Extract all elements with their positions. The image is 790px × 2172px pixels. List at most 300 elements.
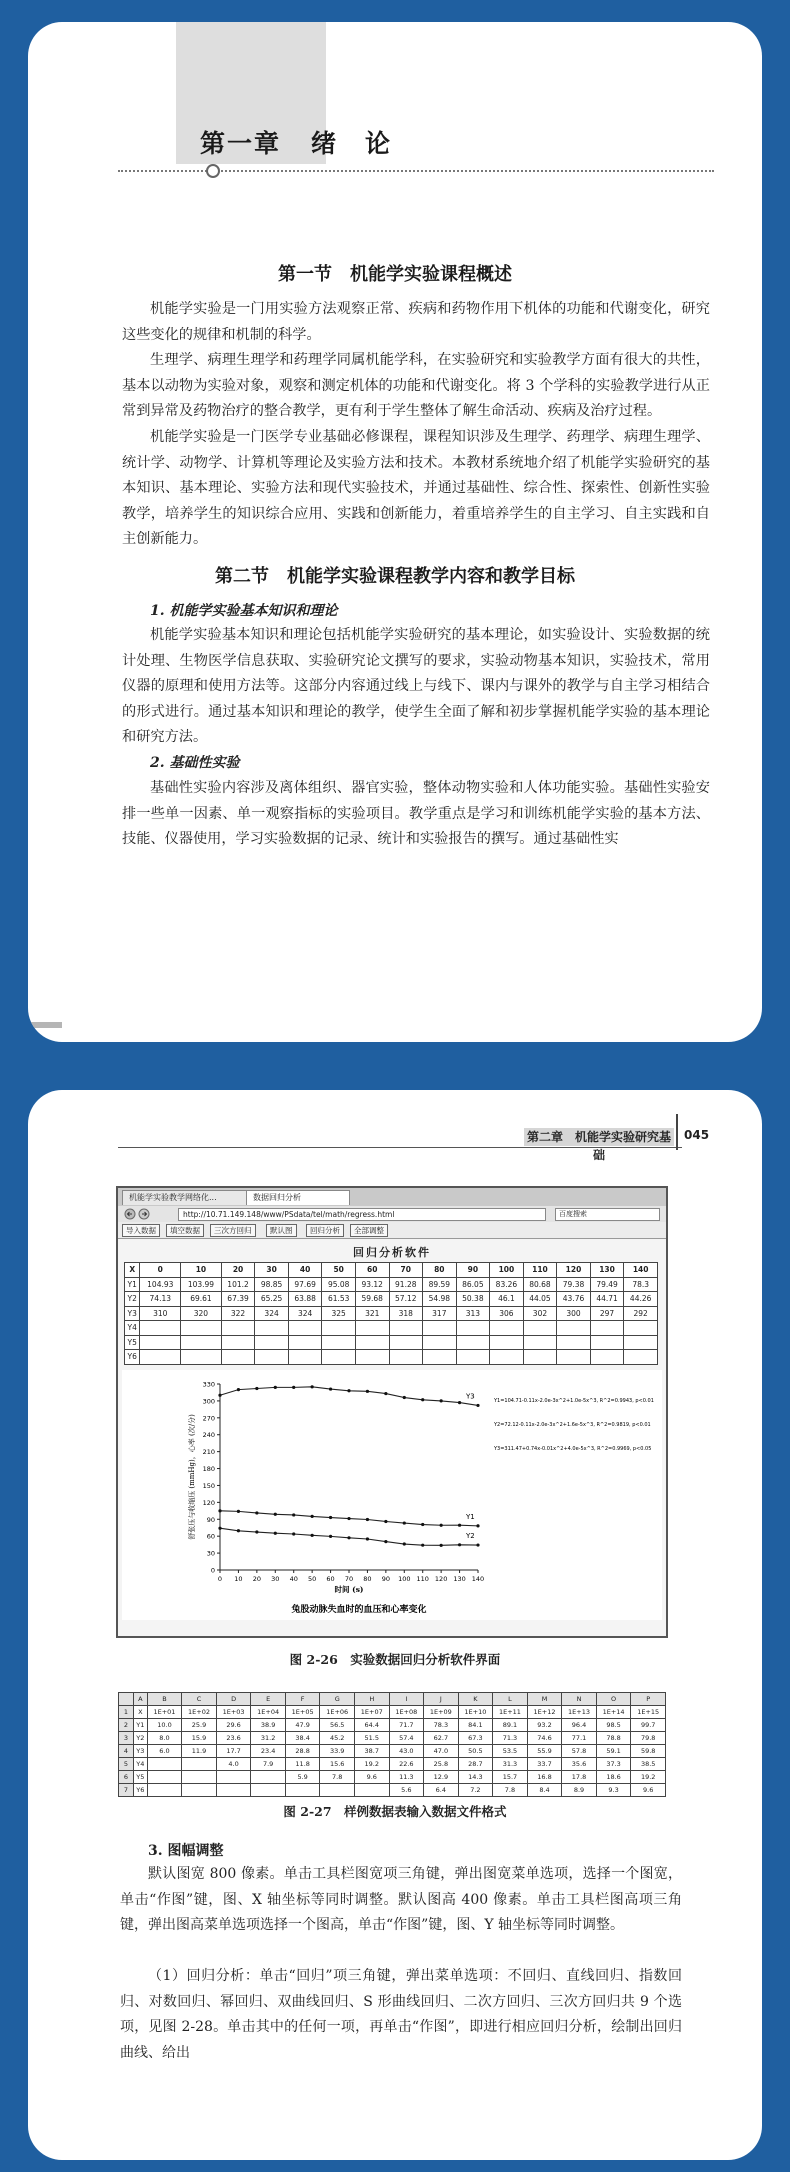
table-header-cell: 110 — [523, 1263, 557, 1278]
data-cell[interactable]: 297 — [590, 1306, 624, 1321]
data-cell[interactable]: 310 — [140, 1306, 181, 1321]
column-header-cell[interactable]: N — [562, 1693, 597, 1706]
paragraph-regression: （1）回归分析：单击“回归”项三角键，弹出菜单选项：不回归、直线回归、指数回归、对数回归、幂回归、双曲线回归、S 形曲线回归、二次方回归、三次方回归共 9 个选项，见图 2-28。单击其中的任何一项，再单击“作图”，即进行相应回归分析，绘制出回归曲线、给出 — [120, 1968, 682, 2061]
data-cell[interactable]: 79.38 — [557, 1277, 591, 1292]
data-cell[interactable] — [590, 1350, 624, 1365]
data-cell[interactable] — [221, 1350, 255, 1365]
data-cell[interactable] — [423, 1321, 457, 1336]
spreadsheet-cell[interactable]: 71.3 — [493, 1732, 528, 1745]
spreadsheet-cell[interactable]: 1E+14 — [596, 1706, 631, 1719]
spreadsheet-cell[interactable]: 1E+13 — [562, 1706, 597, 1719]
spreadsheet-cell[interactable]: 79.8 — [631, 1732, 666, 1745]
data-cell[interactable] — [322, 1350, 356, 1365]
spreadsheet-cell[interactable]: 45.2 — [320, 1732, 355, 1745]
spreadsheet-cell[interactable]: 5.6 — [389, 1784, 424, 1797]
browser-tab-2[interactable]: 数据回归分析 — [246, 1190, 350, 1205]
table-row — [125, 1306, 658, 1321]
spreadsheet-cell[interactable]: 5.9 — [285, 1771, 320, 1784]
spreadsheet-cell[interactable]: 6.4 — [424, 1784, 459, 1797]
spreadsheet-cell[interactable]: 7.8 — [493, 1784, 528, 1797]
spreadsheet-cell[interactable]: 38.9 — [251, 1719, 286, 1732]
spreadsheet-cell[interactable]: 7.9 — [251, 1758, 286, 1771]
spreadsheet-cell[interactable]: 28.8 — [285, 1745, 320, 1758]
data-cell[interactable]: 69.61 — [181, 1292, 222, 1307]
row-number-cell[interactable]: 1 — [119, 1706, 134, 1719]
page-corner-mark — [28, 1022, 62, 1028]
search-input[interactable]: 百度搜索 — [555, 1208, 660, 1221]
spreadsheet-cell[interactable]: 57.8 — [562, 1745, 597, 1758]
spreadsheet-cell[interactable]: 1E+09 — [424, 1706, 459, 1719]
app-title: 回归分析软件 — [353, 1246, 431, 1259]
spreadsheet-cell[interactable] — [182, 1771, 217, 1784]
data-point-y1 — [366, 1518, 369, 1521]
spreadsheet-cell[interactable]: 23.6 — [216, 1732, 251, 1745]
spreadsheet-cell[interactable]: 8.9 — [562, 1784, 597, 1797]
column-header-cell[interactable]: G — [320, 1693, 355, 1706]
spreadsheet-cell[interactable]: 17.7 — [216, 1745, 251, 1758]
browser-tab-bar — [118, 1188, 666, 1207]
data-point-y3 — [347, 1389, 350, 1392]
data-point-y2 — [237, 1529, 240, 1532]
data-cell[interactable]: 306 — [490, 1306, 524, 1321]
data-cell[interactable]: 61.53 — [322, 1292, 356, 1307]
data-cell[interactable] — [221, 1321, 255, 1336]
data-cell[interactable]: 317 — [423, 1306, 457, 1321]
data-cell[interactable]: 44.05 — [523, 1292, 557, 1307]
input-data-table — [124, 1262, 658, 1365]
data-cell[interactable] — [140, 1350, 181, 1365]
data-point-y3 — [440, 1399, 443, 1402]
data-cell[interactable]: 74.13 — [140, 1292, 181, 1307]
data-cell[interactable]: 89.59 — [423, 1277, 457, 1292]
spreadsheet-cell[interactable]: 8.0 — [147, 1732, 182, 1745]
spreadsheet-cell[interactable] — [147, 1758, 182, 1771]
data-cell[interactable]: 44.71 — [590, 1292, 624, 1307]
data-cell[interactable] — [255, 1321, 289, 1336]
spreadsheet-cell[interactable]: 23.4 — [251, 1745, 286, 1758]
table-header-cell: 40 — [288, 1263, 322, 1278]
data-point-y2 — [292, 1532, 295, 1535]
data-cell[interactable]: 300 — [557, 1306, 591, 1321]
spreadsheet-cell[interactable]: 1E+10 — [458, 1706, 493, 1719]
column-header-cell[interactable]: M — [527, 1693, 562, 1706]
spreadsheet-cell[interactable]: 31.2 — [251, 1732, 286, 1745]
data-cell[interactable] — [389, 1321, 423, 1336]
column-header-cell[interactable]: I — [389, 1693, 424, 1706]
data-cell[interactable]: 103.99 — [181, 1277, 222, 1292]
data-cell[interactable] — [181, 1350, 222, 1365]
x-tick-label: 0 — [217, 1575, 223, 1583]
data-cell[interactable] — [423, 1335, 457, 1350]
column-header-cell[interactable]: E — [251, 1693, 286, 1706]
data-cell[interactable]: 44.26 — [624, 1292, 658, 1307]
data-cell[interactable]: 91.28 — [389, 1277, 423, 1292]
data-cell[interactable] — [322, 1321, 356, 1336]
y-tick-label: 60 — [206, 1532, 215, 1541]
spreadsheet-cell[interactable]: 78.8 — [596, 1732, 631, 1745]
spreadsheet-cell[interactable]: Y4 — [134, 1758, 148, 1771]
data-cell[interactable]: 50.38 — [456, 1292, 490, 1307]
regression-chart — [122, 1370, 662, 1620]
data-cell[interactable]: 95.08 — [322, 1277, 356, 1292]
data-cell[interactable] — [288, 1321, 322, 1336]
data-point-y3 — [237, 1388, 240, 1391]
spreadsheet-cell[interactable] — [216, 1771, 251, 1784]
chapter-number: 第一章 — [200, 129, 282, 158]
data-cell[interactable]: 321 — [355, 1306, 389, 1321]
spreadsheet-cell[interactable]: 25.9 — [182, 1719, 217, 1732]
data-cell[interactable]: 59.68 — [355, 1292, 389, 1307]
data-cell[interactable] — [590, 1321, 624, 1336]
row-number-cell[interactable]: 6 — [119, 1771, 134, 1784]
spreadsheet-cell[interactable]: 1E+07 — [354, 1706, 389, 1719]
data-point-y2 — [347, 1536, 350, 1539]
x-tick-label: 60 — [326, 1575, 335, 1583]
spreadsheet-cell[interactable]: 64.4 — [354, 1719, 389, 1732]
row-number-cell[interactable]: 5 — [119, 1758, 134, 1771]
data-cell[interactable] — [181, 1321, 222, 1336]
data-cell[interactable] — [590, 1335, 624, 1350]
spreadsheet-cell[interactable]: 47.0 — [424, 1745, 459, 1758]
table-header-cell: 90 — [456, 1263, 490, 1278]
column-header-cell[interactable]: O — [596, 1693, 631, 1706]
x-tick-label: 80 — [363, 1575, 372, 1583]
spreadsheet-cell[interactable] — [285, 1784, 320, 1797]
data-cell[interactable] — [288, 1335, 322, 1350]
data-cell[interactable]: 57.12 — [389, 1292, 423, 1307]
spreadsheet-cell[interactable]: 89.1 — [493, 1719, 528, 1732]
data-cell[interactable]: 325 — [322, 1306, 356, 1321]
row-label-cell: Y6 — [125, 1350, 140, 1365]
data-point-y3 — [255, 1387, 258, 1390]
spreadsheet-cell[interactable]: 1E+15 — [631, 1706, 666, 1719]
spreadsheet-cell[interactable]: 38.7 — [354, 1745, 389, 1758]
column-header-cell[interactable]: F — [285, 1693, 320, 1706]
spreadsheet-cell[interactable]: 18.6 — [596, 1771, 631, 1784]
table-row — [125, 1321, 658, 1336]
spreadsheet-cell[interactable]: 47.9 — [285, 1719, 320, 1732]
data-cell[interactable] — [389, 1335, 423, 1350]
data-point-y1 — [384, 1520, 387, 1523]
table-header-cell: 100 — [490, 1263, 524, 1278]
spreadsheet-cell[interactable]: 16.8 — [527, 1771, 562, 1784]
data-point-y1 — [440, 1524, 443, 1527]
data-cell[interactable]: 79.49 — [590, 1277, 624, 1292]
table-header-cell: 70 — [389, 1263, 423, 1278]
page-card-2 — [28, 1090, 762, 2160]
column-header-cell[interactable] — [119, 1693, 134, 1706]
data-cell[interactable]: 313 — [456, 1306, 490, 1321]
data-cell[interactable] — [140, 1335, 181, 1350]
spreadsheet-cell[interactable]: 1E+05 — [285, 1706, 320, 1719]
column-header-cell[interactable]: D — [216, 1693, 251, 1706]
data-cell[interactable] — [389, 1350, 423, 1365]
column-header-cell[interactable]: H — [354, 1693, 389, 1706]
data-point-y3 — [218, 1394, 221, 1397]
spreadsheet-cell[interactable]: 78.3 — [424, 1719, 459, 1732]
spreadsheet-cell[interactable]: 6.0 — [147, 1745, 182, 1758]
table-row — [119, 1706, 666, 1719]
data-cell[interactable]: 83.26 — [490, 1277, 524, 1292]
spreadsheet-cell[interactable] — [320, 1784, 355, 1797]
spreadsheet-cell[interactable]: 84.1 — [458, 1719, 493, 1732]
data-point-y2 — [218, 1527, 221, 1530]
spreadsheet-cell[interactable]: 11.8 — [285, 1758, 320, 1771]
spreadsheet-cell[interactable] — [182, 1784, 217, 1797]
data-cell[interactable]: 67.39 — [221, 1292, 255, 1307]
data-cell[interactable] — [523, 1350, 557, 1365]
table-row — [119, 1745, 666, 1758]
spreadsheet-cell[interactable]: 38.4 — [285, 1732, 320, 1745]
spreadsheet-cell[interactable]: 59.1 — [596, 1745, 631, 1758]
data-cell[interactable] — [523, 1335, 557, 1350]
url-input[interactable]: http://10.71.149.148/www/PSdata/tel/math/regress.html — [178, 1208, 546, 1221]
spreadsheet-cell[interactable] — [216, 1784, 251, 1797]
data-point-y3 — [421, 1398, 424, 1401]
column-header-cell[interactable]: J — [424, 1693, 459, 1706]
browser-tab-1[interactable]: 机能学实验教学网络化... — [122, 1190, 254, 1205]
spreadsheet-cell[interactable]: 14.3 — [458, 1771, 493, 1784]
spreadsheet-cell[interactable] — [182, 1758, 217, 1771]
x-tick-label: 40 — [289, 1575, 298, 1583]
spreadsheet-cell[interactable]: 22.6 — [389, 1758, 424, 1771]
data-point-y3 — [292, 1386, 295, 1389]
data-point-y2 — [329, 1535, 332, 1538]
section1-paragraph-2: 生理学、病理生理学和药理学同属机能学科，在实验研究和实验教学方面有很大的共性，基本以动物为实验对象，观察和测定机体的功能和代谢变化。将 3 个学科的实验教学进行从正常到异常及药物治疗的整合教学，更有利于学生整体了解生命活动、疾病及治疗过程。 — [122, 352, 710, 419]
row-number-cell[interactable]: 3 — [119, 1732, 134, 1745]
spreadsheet-cell[interactable]: Y5 — [134, 1771, 148, 1784]
adjust-all-button[interactable]: 全部调整 — [350, 1224, 388, 1237]
data-cell[interactable]: 324 — [288, 1306, 322, 1321]
data-cell[interactable] — [355, 1350, 389, 1365]
spreadsheet-cell[interactable]: 7.2 — [458, 1784, 493, 1797]
spreadsheet-cell[interactable]: 37.3 — [596, 1758, 631, 1771]
data-cell[interactable] — [355, 1335, 389, 1350]
x-axis-label: 时间 (s) — [334, 1585, 364, 1594]
spreadsheet-cell[interactable]: 35.6 — [562, 1758, 597, 1771]
spreadsheet-cell[interactable]: 1E+08 — [389, 1706, 424, 1719]
spreadsheet-cell[interactable]: 10.0 — [147, 1719, 182, 1732]
default-chart-button[interactable]: 默认图 — [266, 1224, 297, 1237]
spreadsheet-cell[interactable]: 1E+11 — [493, 1706, 528, 1719]
spreadsheet-cell[interactable] — [251, 1784, 286, 1797]
spreadsheet-cell[interactable]: 15.6 — [320, 1758, 355, 1771]
data-cell[interactable]: 78.3 — [624, 1277, 658, 1292]
data-cell[interactable] — [624, 1321, 658, 1336]
spreadsheet-cell[interactable]: 96.4 — [562, 1719, 597, 1732]
data-cell[interactable] — [456, 1321, 490, 1336]
spreadsheet-cell[interactable]: 15.7 — [493, 1771, 528, 1784]
data-cell[interactable]: 86.05 — [456, 1277, 490, 1292]
spreadsheet-cell[interactable]: 28.7 — [458, 1758, 493, 1771]
import-data-button[interactable]: 导入数据 — [122, 1224, 160, 1237]
spreadsheet-cell[interactable]: 1E+01 — [147, 1706, 182, 1719]
x-tick-label: 140 — [471, 1575, 485, 1583]
spreadsheet-cell[interactable]: 9.6 — [631, 1784, 666, 1797]
spreadsheet-cell[interactable]: 1E+12 — [527, 1706, 562, 1719]
spreadsheet-cell[interactable]: 56.5 — [320, 1719, 355, 1732]
data-point-y1 — [403, 1521, 406, 1524]
data-cell[interactable] — [490, 1350, 524, 1365]
spreadsheet-cell[interactable]: 11.3 — [389, 1771, 424, 1784]
x-tick-label: 90 — [381, 1575, 390, 1583]
data-cell[interactable] — [423, 1350, 457, 1365]
data-cell[interactable]: 97.69 — [288, 1277, 322, 1292]
data-cell[interactable] — [490, 1335, 524, 1350]
data-cell[interactable] — [255, 1350, 289, 1365]
spreadsheet-cell[interactable]: 7.8 — [320, 1771, 355, 1784]
spreadsheet-cell[interactable]: 4.0 — [216, 1758, 251, 1771]
fill-data-button[interactable]: 填空数据 — [166, 1224, 204, 1237]
spreadsheet-cell[interactable]: Y3 — [134, 1745, 148, 1758]
data-cell[interactable]: 80.68 — [523, 1277, 557, 1292]
data-cell[interactable] — [523, 1321, 557, 1336]
row-number-cell[interactable]: 7 — [119, 1784, 134, 1797]
spreadsheet-cell[interactable]: 33.7 — [527, 1758, 562, 1771]
data-point-y1 — [237, 1510, 240, 1513]
spreadsheet-cell[interactable]: 57.4 — [389, 1732, 424, 1745]
spreadsheet-cell[interactable]: 99.7 — [631, 1719, 666, 1732]
data-point-y2 — [476, 1543, 479, 1546]
y-tick-label: 150 — [202, 1481, 215, 1490]
section2-subhead-2: 2. 基础性实验 — [150, 755, 240, 771]
spreadsheet-cell[interactable] — [354, 1784, 389, 1797]
spreadsheet-cell[interactable]: 19.2 — [354, 1758, 389, 1771]
spreadsheet-cell[interactable]: 1E+06 — [320, 1706, 355, 1719]
spreadsheet-cell[interactable]: 67.3 — [458, 1732, 493, 1745]
spreadsheet-cell[interactable]: 98.5 — [596, 1719, 631, 1732]
spreadsheet-cell[interactable]: 51.5 — [354, 1732, 389, 1745]
spreadsheet-cell[interactable]: 25.8 — [424, 1758, 459, 1771]
spreadsheet-cell[interactable]: 62.7 — [424, 1732, 459, 1745]
data-cell[interactable]: 98.85 — [255, 1277, 289, 1292]
spreadsheet-cell[interactable]: 93.2 — [527, 1719, 562, 1732]
spreadsheet-cell[interactable]: 1E+03 — [216, 1706, 251, 1719]
spreadsheet-cell[interactable]: 77.1 — [562, 1732, 597, 1745]
data-cell[interactable]: 63.88 — [288, 1292, 322, 1307]
data-cell[interactable]: 292 — [624, 1306, 658, 1321]
data-cell[interactable] — [456, 1335, 490, 1350]
section1-title: 第一节 机能学实验课程概述 — [278, 264, 512, 285]
column-header-cell[interactable]: C — [182, 1693, 217, 1706]
data-cell[interactable]: 54.98 — [423, 1292, 457, 1307]
y-tick-label: 120 — [202, 1498, 215, 1507]
spreadsheet-cell[interactable]: 15.9 — [182, 1732, 217, 1745]
data-point-y3 — [476, 1404, 479, 1407]
spreadsheet-cell[interactable]: 19.2 — [631, 1771, 666, 1784]
spreadsheet-cell[interactable] — [251, 1771, 286, 1784]
spreadsheet-cell[interactable]: 33.9 — [320, 1745, 355, 1758]
data-point-y1 — [329, 1516, 332, 1519]
data-cell[interactable]: 93.12 — [355, 1277, 389, 1292]
spreadsheet-cell[interactable]: 53.5 — [493, 1745, 528, 1758]
column-header-cell[interactable]: K — [458, 1693, 493, 1706]
data-cell[interactable] — [288, 1350, 322, 1365]
y-tick-label: 90 — [206, 1515, 215, 1524]
y-tick-label: 0 — [210, 1566, 215, 1575]
spreadsheet-cell[interactable]: Y2 — [134, 1732, 148, 1745]
spreadsheet-cell[interactable]: 1E+04 — [251, 1706, 286, 1719]
data-cell[interactable]: 324 — [255, 1306, 289, 1321]
table-header-cell: 60 — [355, 1263, 389, 1278]
series-label-y1: Y1 — [466, 1512, 475, 1521]
data-cell[interactable] — [557, 1350, 591, 1365]
column-header-cell[interactable]: P — [631, 1693, 666, 1706]
data-cell[interactable]: 320 — [181, 1306, 222, 1321]
data-cell[interactable] — [221, 1335, 255, 1350]
spreadsheet-column-header-row — [119, 1693, 666, 1706]
spreadsheet-cell[interactable]: 59.8 — [631, 1745, 666, 1758]
row-number-cell[interactable]: 2 — [119, 1719, 134, 1732]
regression-select[interactable]: 三次方回归 — [210, 1224, 256, 1237]
row-number-cell[interactable]: 4 — [119, 1745, 134, 1758]
nav-arrows-icon[interactable] — [124, 1208, 164, 1220]
spreadsheet-cell[interactable]: 29.6 — [216, 1719, 251, 1732]
data-cell[interactable] — [181, 1335, 222, 1350]
column-header-cell[interactable]: L — [493, 1693, 528, 1706]
spreadsheet-cell[interactable]: 17.8 — [562, 1771, 597, 1784]
spreadsheet-cell[interactable]: 74.6 — [527, 1732, 562, 1745]
data-cell[interactable] — [255, 1335, 289, 1350]
data-cell[interactable] — [490, 1321, 524, 1336]
data-cell[interactable]: 65.25 — [255, 1292, 289, 1307]
data-cell[interactable]: 322 — [221, 1306, 255, 1321]
column-header-cell[interactable]: A — [134, 1693, 148, 1706]
spreadsheet-cell[interactable]: Y6 — [134, 1784, 148, 1797]
spreadsheet-cell[interactable]: Y1 — [134, 1719, 148, 1732]
spreadsheet-cell[interactable]: 38.5 — [631, 1758, 666, 1771]
data-point-y2 — [274, 1532, 277, 1535]
spreadsheet-cell[interactable]: 8.4 — [527, 1784, 562, 1797]
data-cell[interactable] — [140, 1321, 181, 1336]
data-cell[interactable]: 318 — [389, 1306, 423, 1321]
spreadsheet-cell[interactable]: 71.7 — [389, 1719, 424, 1732]
data-point-y1 — [347, 1517, 350, 1520]
data-cell[interactable] — [557, 1321, 591, 1336]
data-cell[interactable] — [624, 1335, 658, 1350]
spreadsheet-cell[interactable]: 43.0 — [389, 1745, 424, 1758]
spreadsheet-cell[interactable]: 12.9 — [424, 1771, 459, 1784]
spreadsheet-cell[interactable]: 9.6 — [354, 1771, 389, 1784]
column-header-cell[interactable]: B — [147, 1693, 182, 1706]
spreadsheet-cell[interactable] — [147, 1784, 182, 1797]
data-cell[interactable] — [355, 1321, 389, 1336]
spreadsheet-cell[interactable]: 31.3 — [493, 1758, 528, 1771]
data-cell[interactable] — [322, 1335, 356, 1350]
data-cell[interactable]: 302 — [523, 1306, 557, 1321]
table-row — [119, 1732, 666, 1745]
section2-subhead-1: 1. 机能学实验基本知识和理论 — [150, 603, 338, 619]
data-cell[interactable]: 46.1 — [490, 1292, 524, 1307]
data-cell[interactable] — [557, 1335, 591, 1350]
spreadsheet-cell[interactable]: 50.5 — [458, 1745, 493, 1758]
spreadsheet-cell[interactable]: 9.3 — [596, 1784, 631, 1797]
regression-analysis-button[interactable]: 回归分析 — [306, 1224, 344, 1237]
paragraph-figure-size: 默认图宽 800 像素。单击工具栏图宽项三角键，弹出图宽菜单选项，选择一个图宽，单击“作图”键，图、X 轴坐标等同时调整。默认图高 400 像素。单击工具栏图高项三角键，弹出图高菜单选项选择一个图高，单击“作图”键，图、Y 轴坐标等同时调整。 — [120, 1866, 682, 1933]
spreadsheet-cell[interactable]: 55.9 — [527, 1745, 562, 1758]
spreadsheet-cell[interactable]: 11.9 — [182, 1745, 217, 1758]
x-tick-label: 30 — [271, 1575, 280, 1583]
data-cell[interactable]: 104.93 — [140, 1277, 181, 1292]
spreadsheet-cell[interactable]: 1E+02 — [182, 1706, 217, 1719]
data-cell[interactable] — [624, 1350, 658, 1365]
spreadsheet-cell[interactable] — [147, 1771, 182, 1784]
data-cell[interactable] — [456, 1350, 490, 1365]
spreadsheet-cell[interactable]: X — [134, 1706, 148, 1719]
data-cell[interactable]: 101.2 — [221, 1277, 255, 1292]
table-header-cell: 120 — [557, 1263, 591, 1278]
data-cell[interactable]: 43.76 — [557, 1292, 591, 1307]
